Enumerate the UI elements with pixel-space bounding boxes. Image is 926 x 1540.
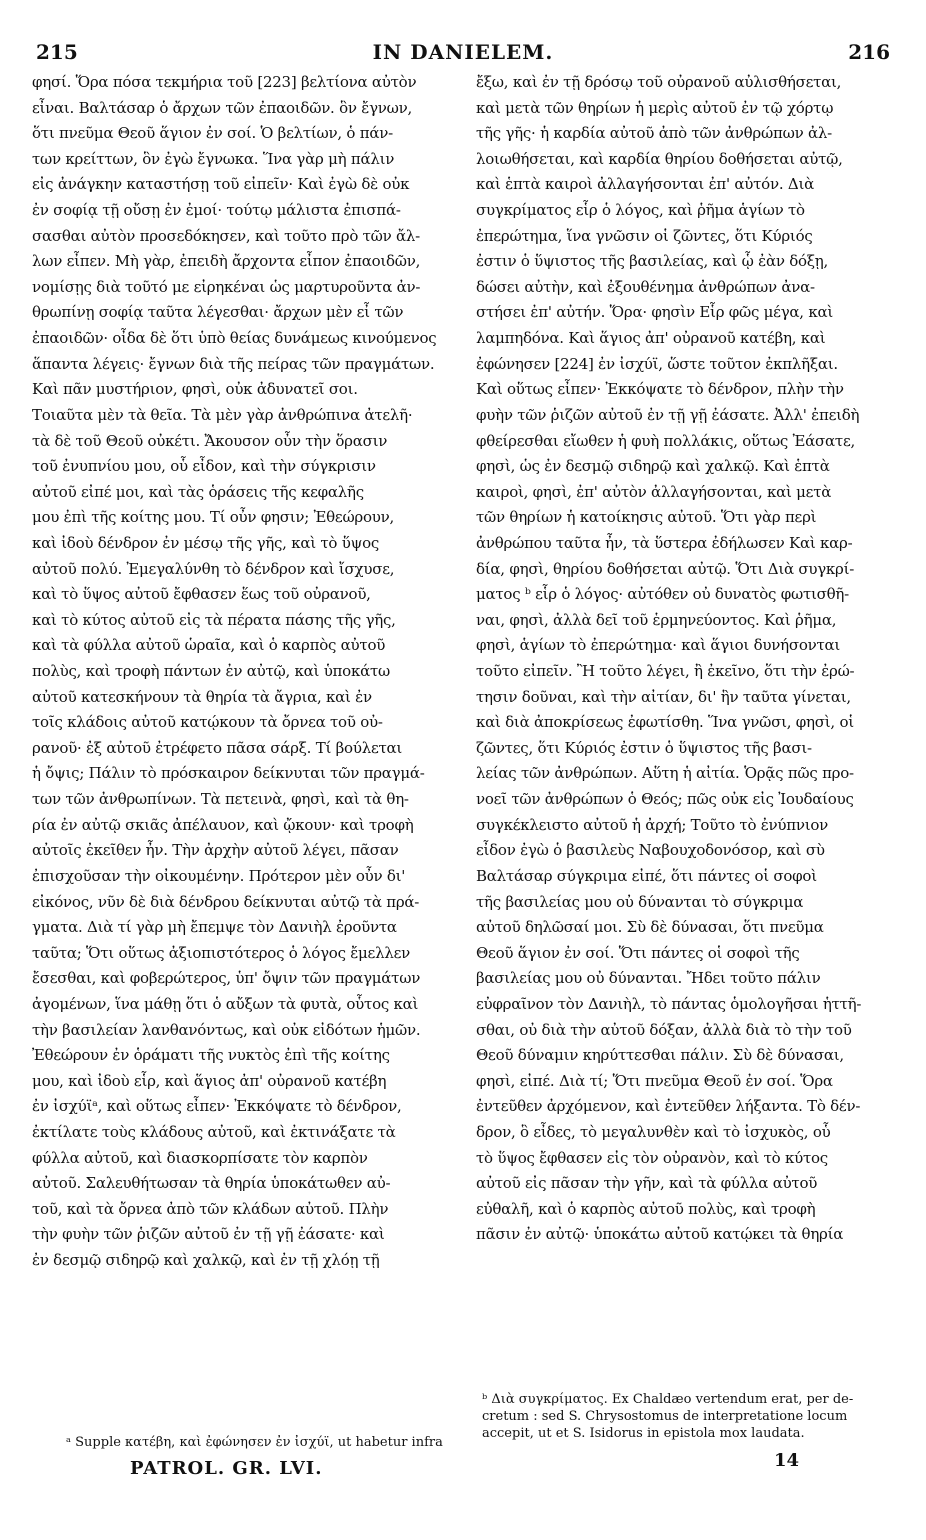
text-line: φησὶ, εἰπέ. Διὰ τί; Ὅτι πνεῦμα Θεοῦ ἐν σοί. Ὅρα: [476, 1071, 833, 1090]
text-line: ἡ ὄψις; Πάλιν τὸ πρόσκαιρον δείκνυται τῶν πραγμά-: [32, 764, 425, 783]
text-line: δία, φησὶ, θηρίου δοθήσεται αὐτῷ. Ὅτι Διὰ συγκρί-: [476, 559, 855, 578]
text-line: ἐντεῦθεν ἀρχόμενον, καὶ ἐντεῦθεν λήξαντα. Τὸ δέν-: [476, 1097, 861, 1116]
text-line: αὐτοῦ πολύ. Ἐμεγαλύνθη τὸ δένδρον καὶ ἴσχυσε,: [32, 559, 395, 578]
left-text-column: [32, 70, 446, 1274]
text-line: λοιωθήσεται, καὶ καρδία θηρίου δοθήσεται αὐτῷ,: [476, 149, 843, 168]
text-line: τὴν βασιλείαν λανθανόντως, καὶ οὐκ εἰδότων ἡμῶν.: [32, 1020, 421, 1039]
text-line: αὐτοῦ. Σαλευθήτωσαν τὰ θηρία ὑποκάτωθεν αὐ-: [32, 1174, 391, 1193]
text-line: τῶν θηρίων ἡ κατοίκησις αὐτοῦ. Ὅτι γὰρ περὶ: [476, 508, 817, 527]
text-line: φύλλα αὐτοῦ, καὶ διασκορπίσατε τὸν καρπὸν: [32, 1148, 368, 1167]
text-line: Θεοῦ ἅγιον ἐν σοί. Ὅτι πάντες οἱ σοφοὶ τῆς: [476, 943, 800, 962]
text-line: ἐπισχοῦσαν τὴν οἰκουμένην. Πρότερον μὲν οὖν δι': [32, 866, 406, 885]
text-line: πολὺς, καὶ τροφὴ πάντων ἐν αὐτῷ, καὶ ὑποκάτω: [32, 662, 390, 681]
text-line: λείας τῶν ἀνθρώπων. Αὕτη ἡ αἰτία. Ὁρᾷς πῶς προ-: [476, 764, 854, 783]
footnote-line: cretum : sed S. Chrysostomus de interpretatione locum: [482, 1409, 848, 1424]
text-line: αὐτοῦ κατεσκήνουν τὰ θηρία τὰ ἄγρια, καὶ ἐν: [32, 687, 372, 706]
signature-mark: PATROL. GR. LVI.: [130, 1458, 323, 1479]
text-line: θρωπίνῃ σοφίᾳ ταῦτα λέγεσθαι· ἄρχων μὲν εἶ τῶν: [32, 303, 404, 322]
page-number-left: 215: [36, 40, 78, 64]
text-line: σασθαι αὐτὸν προσεδόκησεν, καὶ τοῦτο πρὸ τῶν ἄλ-: [32, 226, 420, 245]
text-line: των κρείττων, ὃν ἐγὼ ἔγνωκα. Ἵνα γὰρ μὴ πάλιν: [32, 149, 395, 168]
page-number-right: 216: [848, 40, 890, 64]
text-line: σθαι, οὐ διὰ τὴν αὐτοῦ δόξαν, ἀλλὰ διὰ τὸ τὴν τοῦ: [476, 1020, 852, 1039]
text-line: τὴν φυὴν τῶν ῥιζῶν αὐτοῦ ἐν τῇ γῇ ἐάσατε· καὶ: [32, 1225, 385, 1244]
text-line: τῆς γῆς· ἡ καρδία αὐτοῦ ἀπὸ τῶν ἀνθρώπων ἀλ-: [476, 124, 832, 143]
text-line: βασιλείας μου οὐ δύνανται. Ἤδει τοῦτο πάλιν: [476, 969, 821, 988]
text-line: ἐφώνησεν [224] ἐν ἰσχύϊ, ὥστε τοῦτον ἐκπλῆξαι.: [476, 354, 838, 373]
signature-number: 14: [774, 1450, 800, 1471]
text-line: φησὶ, ὡς ἐν δεσμῷ σιδηρῷ καὶ χαλκῷ. Καὶ ἑπτὰ: [476, 457, 830, 476]
text-line: νοεῖ τῶν ἀνθρώπων ὁ Θεός; πῶς οὐκ εἰς Ἰουδαίους: [476, 790, 854, 809]
text-line: ρία ἐν αὐτῷ σκιᾶς ἀπέλαυον, καὶ ᾤκουν· καὶ τροφὴ: [32, 815, 414, 834]
text-line: Θεοῦ δύναμιν κηρύττεσθαι πάλιν. Σὺ δὲ δύνασαι,: [476, 1046, 844, 1065]
running-title: IN DANIELEM.: [372, 40, 554, 64]
text-line: νομίσῃς διὰ τοῦτό με εἰρηκέναι ὡς μαρτυροῦντα ἀν-: [32, 277, 421, 296]
footnote-a: [66, 1434, 452, 1451]
footnote-line: accepit, ut et S. Isidorus in epistola mox laudata.: [482, 1426, 805, 1441]
text-line: τοῦ, καὶ τὰ ὄρνεα ἀπὸ τῶν κλάδων αὐτοῦ. Πλὴν: [32, 1199, 389, 1218]
text-line: αὐτοῦ εἰς πᾶσαν τὴν γῆν, καὶ τὰ φύλλα αὐτοῦ: [476, 1174, 818, 1193]
text-line: ἀνθρώπου ταῦτα ἦν, τὰ ὕστερα ἐδήλωσεν Καὶ καρ-: [476, 533, 853, 552]
text-line: καὶ ἑπτὰ καιροὶ ἀλλαγήσονται ἐπ' αὐτόν. Διὰ: [476, 175, 814, 194]
text-line: ναι, φησὶ, ἀλλὰ δεῖ τοῦ ἑρμηνεύοντος. Καὶ ῥῆμα,: [476, 610, 837, 629]
text-line: εἰς ἀνάγκην καταστήσῃ τοῦ εἰπεῖν· Καὶ ἐγὼ δὲ οὐκ: [32, 175, 410, 194]
text-line: φυὴν τῶν ῥιζῶν αὐτοῦ ἐν τῇ γῇ ἐάσατε. Ἀλλ' ἐπειδὴ: [476, 405, 860, 424]
text-line: φησὶ, ἁγίων τὸ ἐπερώτημα· καὶ ἅγιοι δυνήσονται: [476, 636, 841, 655]
text-line: αὐτοῖς ἐκεῖθεν ἦν. Τὴν ἀρχὴν αὐτοῦ λέγει, πᾶσαν: [32, 841, 399, 860]
text-line: ἐπερώτημα, ἵνα γνῶσιν οἱ ζῶντες, ὅτι Κύριός: [476, 226, 813, 245]
text-line: ἅπαντα λέγεις· ἔγνων διὰ τῆς πείρας τῶν πραγμάτων.: [32, 354, 435, 373]
text-line: καὶ τὸ κύτος αὐτοῦ εἰς τὰ πέρατα πάσης τῆς γῆς,: [32, 610, 396, 629]
text-line: λων εἶπεν. Μὴ γὰρ, ἐπειδὴ ἄρχοντα εἶπον ἐπαοιδῶν,: [32, 252, 421, 271]
text-line: ὅτι πνεῦμα Θεοῦ ἅγιον ἐν σοί. Ὁ βελτίων, ὁ πάν-: [32, 124, 393, 143]
text-line: Βαλτάσαρ σύγκριμα εἰπέ, ὅτι πάντες οἱ σοφοὶ: [476, 866, 817, 885]
text-line: εὐθαλῆ, καὶ ὁ καρπὸς αὐτοῦ πολὺς, καὶ τροφὴ: [476, 1199, 816, 1218]
text-line: των τῶν ἀνθρωπίνων. Τὰ πετεινὰ, φησὶ, καὶ τὰ θη-: [32, 790, 409, 809]
text-line: εἶναι. Βαλτάσαρ ὁ ἄρχων τῶν ἐπαοιδῶν. ὃν ἔγνων,: [32, 98, 413, 117]
text-line: συγκρίματος εἷρ ὁ λόγος, καὶ ῥῆμα ἁγίων τὸ: [476, 201, 805, 220]
text-line: ἔσεσθαι, καὶ φοβερώτερος, ὑπ' ὄψιν τῶν πραγμάτων: [32, 969, 421, 988]
text-line: καὶ τὸ ὕψος αὐτοῦ ἔφθασεν ἕως τοῦ οὐρανοῦ,: [32, 585, 371, 604]
text-line: τησιν δοῦναι, καὶ τὴν αἰτίαν, δι' ἣν ταῦτα γίνεται,: [476, 687, 851, 706]
text-line: εὐφραῖνον τὸν Δανιὴλ, τὸ πάντας ὁμολογῆσαι ἡττῆ-: [476, 994, 862, 1013]
text-line: ρανοῦ· ἐξ αὐτοῦ ἐτρέφετο πᾶσα σάρξ. Τί βούλεται: [32, 738, 403, 757]
text-line: καιροὶ, φησὶ, ἐπ' αὐτὸν ἀλλαγήσονται, καὶ μετὰ: [476, 482, 832, 501]
text-line: φησί. Ὅρα πόσα τεκμήρια τοῦ [223] βελτίονα αὐτὸν: [32, 73, 417, 91]
text-line: ἀγομένων, ἵνα μάθῃ ὅτι ὁ αὔξων τὰ φυτὰ, οὗτος καὶ: [32, 994, 419, 1013]
text-line: συγκέκλειστο αὐτοῦ ἡ ἀρχή; Τοῦτο τὸ ἐνύπνιον: [476, 815, 829, 834]
text-line: Καὶ οὕτως εἶπεν· Ἐκκόψατε τὸ δένδρον, πλὴν τὴν: [476, 380, 844, 399]
text-line: αὐτοῦ εἰπέ μοι, καὶ τὰς ὁράσεις τῆς κεφαλῆς: [32, 482, 364, 501]
text-line: καὶ τὰ φύλλα αὐτοῦ ὡραῖα, καὶ ὁ καρπὸς αὐτοῦ: [32, 636, 386, 655]
text-line: Ἐθεώρουν ἐν ὁράματι τῆς νυκτὸς ἐπὶ τῆς κοίτης: [32, 1046, 390, 1065]
text-line: καὶ μετὰ τῶν θηρίων ἡ μερὶς αὐτοῦ ἐν τῷ χόρτῳ: [476, 98, 834, 117]
text-line: στήσει ἐπ' αὐτήν. Ὅρα· φησὶν Εἷρ φῶς μέγα, καὶ: [476, 303, 833, 322]
text-line: δώσει αὐτὴν, καὶ ἐξουθένημα ἀνθρώπων ἀνα-: [476, 277, 815, 296]
text-line: ἐν σοφίᾳ τῇ οὔσῃ ἐν ἐμοί· τούτῳ μάλιστα ἐπισπά-: [32, 201, 401, 220]
text-line: εἰκόνος, νῦν δὲ διὰ δένδρου δείκνυται αὐτῷ τὰ πρά-: [32, 892, 420, 911]
text-line: πᾶσιν ἐν αὐτῷ· ὑποκάτω αὐτοῦ κατῴκει τὰ θηρία: [476, 1225, 844, 1244]
text-line: ἔξω, καὶ ἐν τῇ δρόσῳ τοῦ οὐρανοῦ αὐλισθήσεται,: [476, 73, 842, 91]
text-line: Τοιαῦτα μὲν τὰ θεῖα. Τὰ μὲν γὰρ ἀνθρώπινα ἀτελῆ·: [32, 405, 413, 424]
text-line: τοῖς κλάδοις αὐτοῦ κατῴκουν τὰ ὄρνεα τοῦ οὐ-: [32, 713, 383, 732]
text-line: Καὶ πᾶν μυστήριον, φησὶ, οὐκ ἀδυνατεῖ σοι.: [32, 380, 358, 399]
text-line: αὐτοῦ δηλῶσαί μοι. Σὺ δὲ δύνασαι, ὅτι πνεῦμα: [476, 918, 824, 937]
text-line: δρον, ὃ εἶδες, τὸ μεγαλυνθὲν καὶ τὸ ἰσχυκὸς, οὗ: [476, 1122, 831, 1141]
text-line: τοῦ ἐνυπνίου μου, οὗ εἶδον, καὶ τὴν σύγκρισιν: [32, 457, 376, 476]
text-line: μου, καὶ ἰδοὺ εἷρ, καὶ ἅγιος ἀπ' οὐρανοῦ κατέβη: [32, 1071, 387, 1090]
text-line: ἐν δεσμῷ σιδηρῷ καὶ χαλκῷ, καὶ ἐν τῇ χλόῃ τῇ: [32, 1251, 380, 1270]
text-line: ἐκτίλατε τοὺς κλάδους αὐτοῦ, καὶ ἐκτινάξατε τὰ: [32, 1122, 396, 1141]
footnote-line: ᵇ Διὰ συγκρίματος. Ex Chaldæo vertendum erat, per de-: [482, 1392, 854, 1407]
text-line: ματος ᵇ εἷρ ὁ λόγος· αὐτόθεν οὐ δυνατὸς φωτισθῆ-: [476, 585, 849, 604]
text-line: λαμπηδόνα. Καὶ ἅγιος ἀπ' οὐρανοῦ κατέβη, καὶ: [476, 329, 826, 348]
text-line: τὰ δὲ τοῦ Θεοῦ οὐκέτι. Ἄκουσον οὖν τὴν ὅρασιν: [32, 431, 388, 450]
text-line: εἶδον ἐγὼ ὁ βασιλεὺς Ναβουχοδονόσορ, καὶ σὺ: [476, 841, 825, 860]
text-line: φθείρεσθαι εἴωθεν ἡ φυὴ πολλάκις, οὕτως Ἐάσατε,: [476, 431, 855, 450]
text-line: τῆς βασιλείας μου οὐ δύνανται τὸ σύγκριμα: [476, 892, 804, 911]
right-text-column: [476, 70, 894, 1248]
text-line: ἐστιν ὁ ὕψιστος τῆς βασιλείας, καὶ ᾧ ἐὰν δόξῃ,: [476, 252, 829, 271]
text-line: τὸ ὕψος ἔφθασεν εἰς τὸν οὐρανὸν, καὶ τὸ κύτος: [476, 1148, 828, 1167]
text-line: γματα. Διὰ τί γὰρ μὴ ἔπεμψε τὸν Δανιὴλ ἐροῦντα: [32, 918, 397, 937]
text-line: καὶ διὰ ἀποκρίσεως ἐφωτίσθη. Ἵνα γνῶσι, φησὶ, οἱ: [476, 713, 854, 732]
text-line: καὶ ἰδοὺ δένδρον ἐν μέσῳ τῆς γῆς, καὶ τὸ ὕψος: [32, 533, 380, 552]
text-line: ἐν ἰσχύϊᵃ, καὶ οὕτως εἶπεν· Ἐκκόψατε τὸ δένδρον,: [32, 1097, 402, 1116]
text-line: μου ἐπὶ τῆς κοίτης μου. Τί οὖν φησιν; Ἐθεώρουν,: [32, 508, 395, 527]
text-line: τοῦτο εἰπεῖν. Ἢ τοῦτο λέγει, ἢ ἐκεῖνο, ὅτι τὴν ἐρώ-: [476, 662, 855, 681]
text-line: ἐπαοιδῶν· οἶδα δὲ ὅτι ὑπὸ θείας δυνάμεως κινούμενος: [32, 329, 437, 348]
text-line: ζῶντες, ὅτι Κύριός ἐστιν ὁ ὕψιστος τῆς βασι-: [476, 738, 812, 757]
text-line: ταῦτα; Ὅτι οὕτως ἀξιοπιστότερος ὁ λόγος ἔμελλεν: [32, 943, 410, 962]
footnote-line: ᵃ Supple κατέβη, καὶ ἐφώνησεν ἐν ἰσχύϊ, ut habetur infra: [66, 1435, 443, 1450]
footnote-b: [482, 1391, 894, 1442]
